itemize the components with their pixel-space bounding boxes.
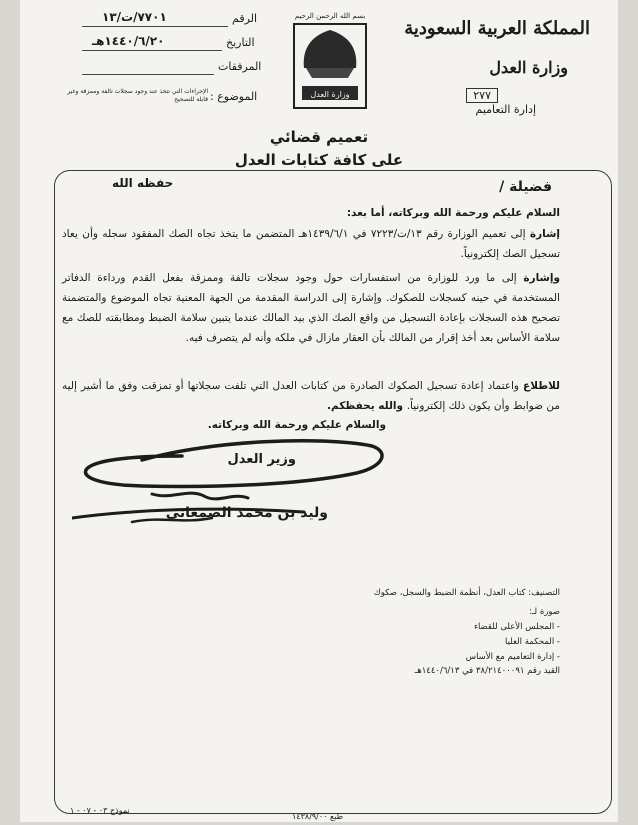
number-label: الرقم [232,12,258,25]
logo-banner: بسم الله الرحمن الرحيم [294,12,366,20]
date-label: التاريخ [226,36,255,49]
cc-item: - إدارة التعاميم مع الأساس [465,652,560,662]
cc-item: - المجلس الأعلى للقضاء [473,622,560,632]
closing-salam: والسلام عليكم ورحمة الله وبركاته. [207,419,386,431]
subject-label: الموضوع : [210,90,258,103]
paragraph-3-text: واعتماد إعادة تسجيل الصكوك الصادرة من كتابات العدل التي تلفت سجلاتها أو تمزقت وفق ما أشير إليه من ضوابط وأن يكون ذلك إلكترونياً. [62,380,560,412]
classification: التصنيف: كتاب العدل، أنظمة الضبط والسجل، صكوك [373,588,560,598]
circular-number-box: ٢٧٧ [466,88,498,103]
subject-value: الإجراءات التي تتخذ عند وجود سجلات تالفة وممزقة وغير قابلة للتصحيح [67,88,208,103]
document-subtitle: على كافة كتابات العدل [234,151,404,169]
form-code: نموذج ٠٣ - ٠٧ - ١ [70,806,130,815]
paragraph-1 [62,224,560,264]
ministry-name: وزارة العدل [489,58,568,77]
ministry-logo [290,6,370,110]
kingdom-name: المملكة العربية السعودية [404,18,590,39]
opening-salam: السلام عليكم ورحمة الله وبركاته، أما بعد: [346,207,560,219]
signatory-position: وزير العدل [227,452,296,467]
addressee: فضيلة / [499,179,552,195]
paragraph-2 [62,268,560,348]
attachments-label: المرفقات [218,60,262,73]
paragraph-3 [62,376,560,416]
paragraph-3-end: والله يحفظكم. [327,400,407,412]
print-code: طبع ١٤٣٨/٩/٠٠ [292,812,344,821]
date-value: ١٤٤٠/٦/٢٠هـ [92,34,165,48]
document-sheet [20,0,618,822]
signatory-name: وليد بن محمد الصمعاني [165,505,328,521]
paragraph-1-text: إلى تعميم الوزارة رقم ١٣/ت/٧٢٢٣ في ١٤٣٩/٦/١هـ المتضمن ما يتخذ تجاه الصك المفقود سجله وأن يعاد تسجيل الصك إلكترونياً. [62,228,560,260]
record-reference: القيد رقم ٣٨/٢١٤٠٠٠٩١ في ١٤٤٠/٦/١٣هـ [414,666,560,676]
paragraph-1-lead: إشارة [529,228,561,240]
department-name: إدارة التعاميم [475,103,536,116]
logo-caption: وزارة العدل [310,90,350,99]
blessing-text: حفظه الله [112,176,174,190]
document-title: تعميم قضائي [269,128,369,146]
paragraph-2-text: إلى ما ورد للوزارة من استفسارات حول وجود سجلات تالفة وممزقة بفعل القدم ورداءة الدفاتر المستخدمة في حينه كسجلات للصكوك. وإشارة إلى الدراسة المقدمة من الجهة المعنية تجاه الموضوع والمتضمنة تصحيح هذه السجلات بإعادة التسجيل من واقع الصك الذي بيد المالك عندما يتبين سلامة الضبط ومطابقته للصك مع سلامة الأساس بعد أخذ إقرار من المالك بأن العقار مازال في ملكه وأنه لم يتصرف فيه. [62,272,560,344]
paragraph-3-lead: للاطلاع [523,380,560,392]
number-value: ٧٧٠١/ت/١٣ [102,10,167,24]
paragraph-2-lead: وإشارة [523,272,560,284]
cc-item: - المحكمة العليا [504,637,560,647]
copy-to-label: صورة لـ: [529,607,560,617]
